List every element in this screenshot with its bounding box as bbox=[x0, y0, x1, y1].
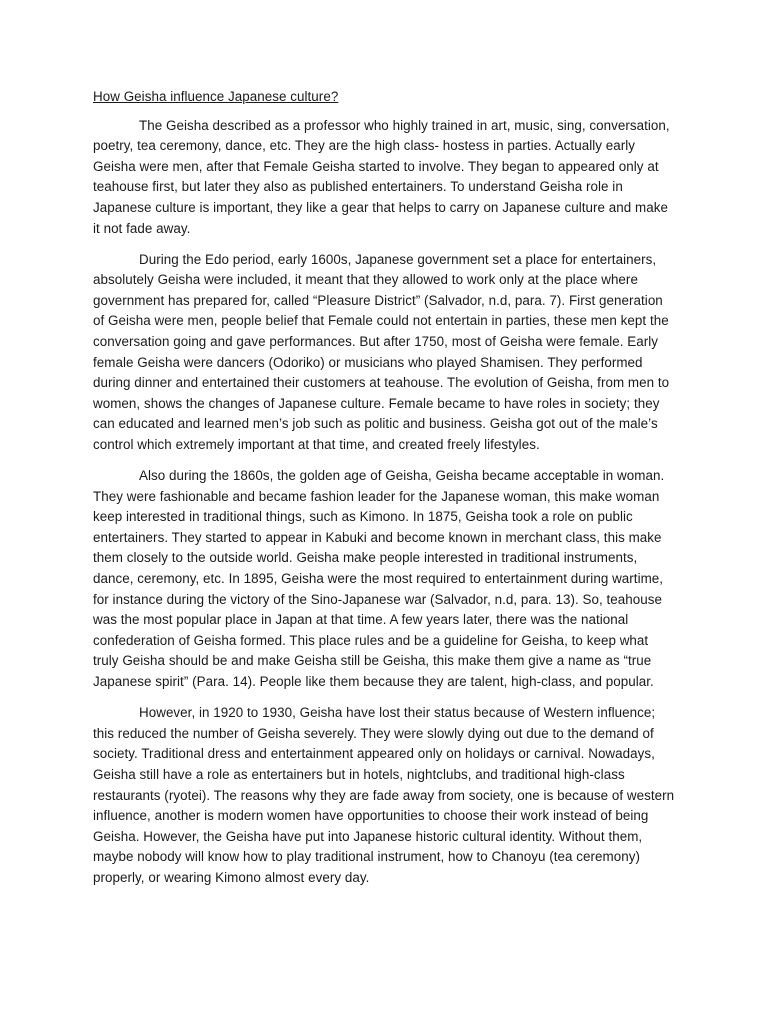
document-title: How Geisha influence Japanese culture? bbox=[93, 89, 339, 104]
paragraph-3: Also during the 1860s, the golden age of Geisha, Geisha became acceptable in woman. They were fashionable and became fashion leader for the Japanese woman, this make woman keep interested in traditional things, such as Kimono. In 1875, Geisha took a role on public entertainers. They started to appear in Kabuki and become known in merchant class, this make them closely to the outside world. Geisha make people interested in traditional instruments, dance, ceremony, etc. In 1895, Geisha were the most required to entertainment during wartime, for instance during the victory of the Sino-Japanese war (Salvador, n.d, para. 13). So, teahouse was the most popular place in Japan at that time. A few years later, there was the national confederation of Geisha formed. This place rules and be a guideline for Geisha, to keep what truly Geisha should be and make Geisha still be Geisha, this make them give a name as “true Japanese spirit” (Para. 14). People like them because they are talent, high-class, and popular. bbox=[93, 468, 665, 690]
paragraph-2: During the Edo period, early 1600s, Japanese government set a place for entertainers, absolutely Geisha were included, it meant that they allowed to work only at the place where government has prepared for, called “Pleasure District” (Salvador, n.d, para. 7). First generation of Geisha were men, people belief that Female could not entertain in parties, these men kept the conversation going and gave performances. But after 1750, most of Geisha were female. Early female Geisha were dancers (Odoriko) or musicians who played Shamisen. They performed during dinner and entertained their customers at teahouse. The evolution of Geisha, from men to women, shows the changes of Japanese culture. Female became to have roles in society; they can educated and learned men’s job such as politic and business. Geisha got out of the male’s control which extremely important at that time, and created freely lifestyles. bbox=[93, 251, 670, 452]
paragraph-4: However, in 1920 to 1930, Geisha have lost their status because of Western influence; this reduced the number of Geisha severely. They were slowly dying out due to the demand of society. Traditional dress and entertainment appeared only on holidays or carnival. Nowadays, Geisha still have a role as entertainers but in hotels, nightclubs, and traditional high-class restaurants (ryotei). The reasons why they are fade away from society, one is because of western influence, another is modern women have opportunities to choose their work instead of being Geisha. However, the Geisha have put into Japanese historic cultural identity. Without them, maybe nobody will know how to play traditional instrument, how to Chanoyu (tea ceremony) properly, or wearing Kimono almost every day. bbox=[93, 705, 675, 885]
document-page bbox=[93, 87, 677, 899]
paragraph-1: The Geisha described as a professor who highly trained in art, music, sing, conversation, poetry, tea ceremony, dance, etc. They are the high class- hostess in parties. Actually early Geisha were men, after that Female Geisha started to involve. They began to appeared only at teahouse first, but later they also as published entertainers. To understand Geisha role in Japanese culture is important, they like a gear that helps to carry on Japanese culture and make it not fade away. bbox=[93, 117, 670, 236]
